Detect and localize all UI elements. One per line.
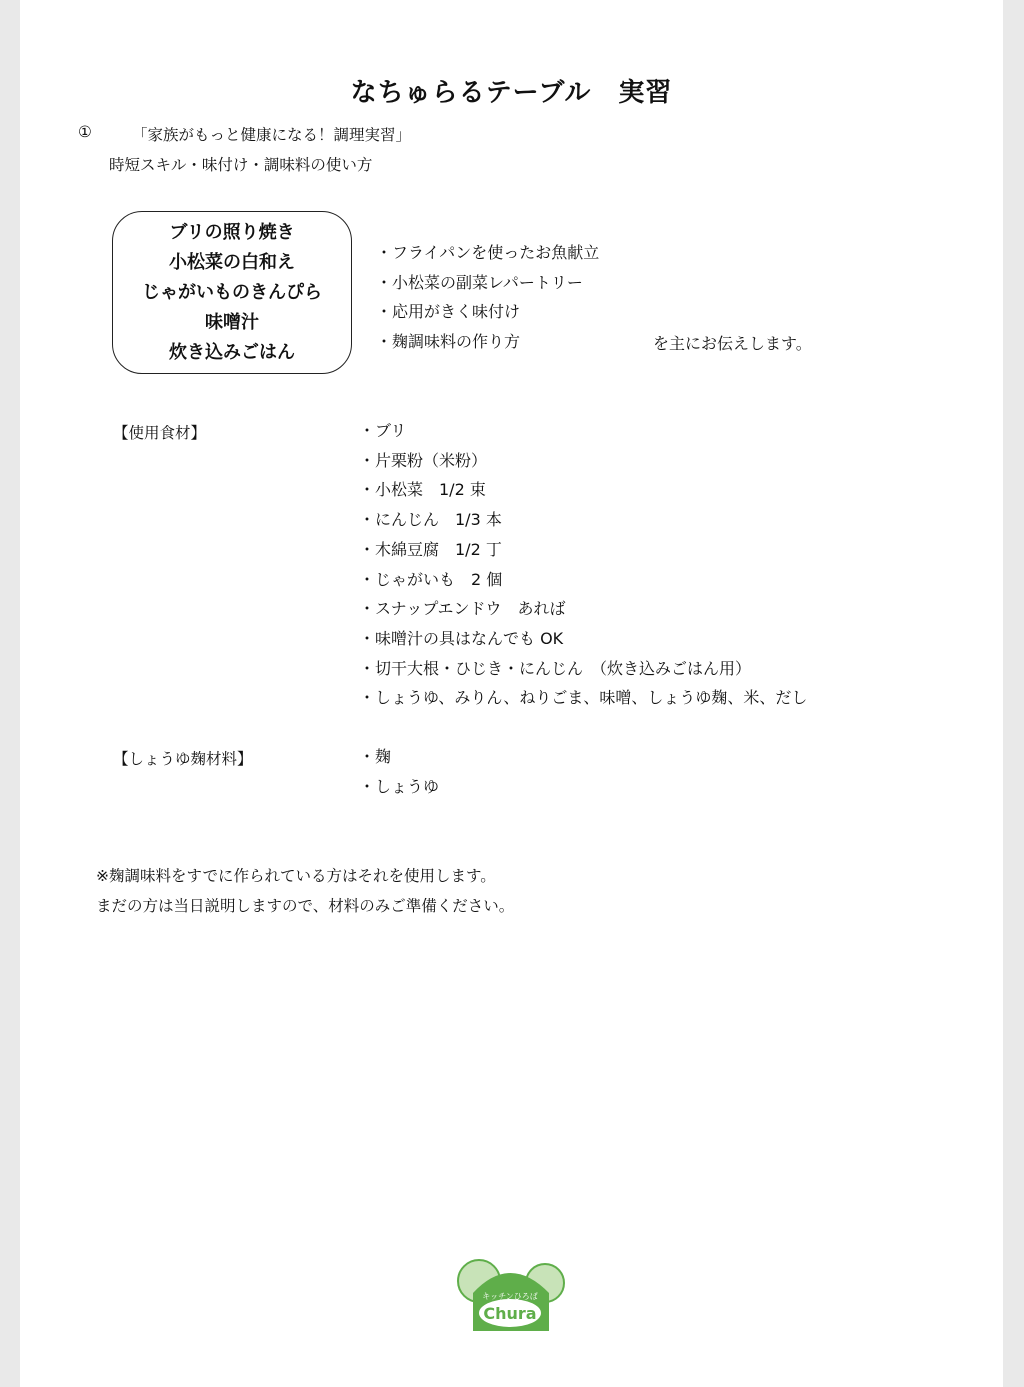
menu-box — [112, 211, 352, 374]
subtitle: 時短スキル・味付け・調味料の使い方 — [109, 156, 373, 174]
menu-item: 味噌汁 — [205, 311, 259, 333]
menu-item: じゃがいものきんぴら — [142, 281, 322, 303]
menu-item: 炊き込みごはん — [169, 341, 295, 363]
section-number: ① — [78, 123, 92, 141]
point-item: ・フライパンを使ったお魚献立 — [376, 243, 600, 262]
menu-item: ブリの照り焼き — [169, 221, 295, 243]
note-line: まだの方は当日説明しますので、材料のみご準備ください。 — [96, 897, 515, 915]
point-item: ・麹調味料の作り方 — [376, 332, 521, 352]
logo-name: Chura — [483, 1304, 537, 1323]
ingredient-item: ・切干大根・ひじき・にんじん （炊き込みごはん用） — [359, 658, 752, 678]
ingredients-label: 【使用食材】 — [113, 424, 207, 442]
ingredient-item: ・片栗粉（米粉） — [359, 450, 488, 470]
point-item: ・応用がきく味付け — [376, 302, 521, 322]
koji-item: ・しょうゆ — [359, 776, 440, 796]
koji-item: ・麹 — [359, 747, 392, 766]
point-item: ・小松菜の副菜レパートリー — [376, 272, 583, 292]
points-list — [376, 238, 599, 357]
points-suffix: を主にお伝えします。 — [653, 334, 812, 353]
logo-small-text: キッチンひろば — [482, 1292, 538, 1301]
page-title: なちゅらるテーブル 実習 — [350, 78, 673, 108]
ingredient-item: ・木綿豆腐 1/2 丁 — [359, 539, 502, 559]
ingredients-list — [359, 416, 807, 713]
koji-label: 【しょうゆ麹材料】 — [113, 750, 253, 768]
chura-logo — [453, 1255, 568, 1337]
ingredient-item: ・スナップエンドウ あれば — [359, 599, 566, 619]
notes — [96, 861, 514, 921]
ingredient-item: ・じゃがいも 2 個 — [359, 569, 503, 589]
menu-item: 小松菜の白和え — [169, 251, 295, 273]
ingredient-item: ・ブリ — [359, 421, 407, 440]
ingredient-item: ・にんじん 1/3 本 — [359, 510, 502, 530]
ingredient-item: ・しょうゆ、みりん、ねりごま、味噌、しょうゆ麹、米、だし — [359, 688, 808, 708]
note-line: ※麹調味料をすでに作られている方はそれを使用します。 — [96, 867, 496, 885]
ingredient-item: ・味噌汁の具はなんでも OK — [359, 628, 564, 648]
ingredient-item: ・小松菜 1/2 束 — [359, 480, 486, 500]
document-page — [20, 0, 1003, 1387]
course-name: 「家族がもっと健康になる！調理実習」 — [132, 126, 412, 144]
koji-list — [359, 742, 439, 801]
